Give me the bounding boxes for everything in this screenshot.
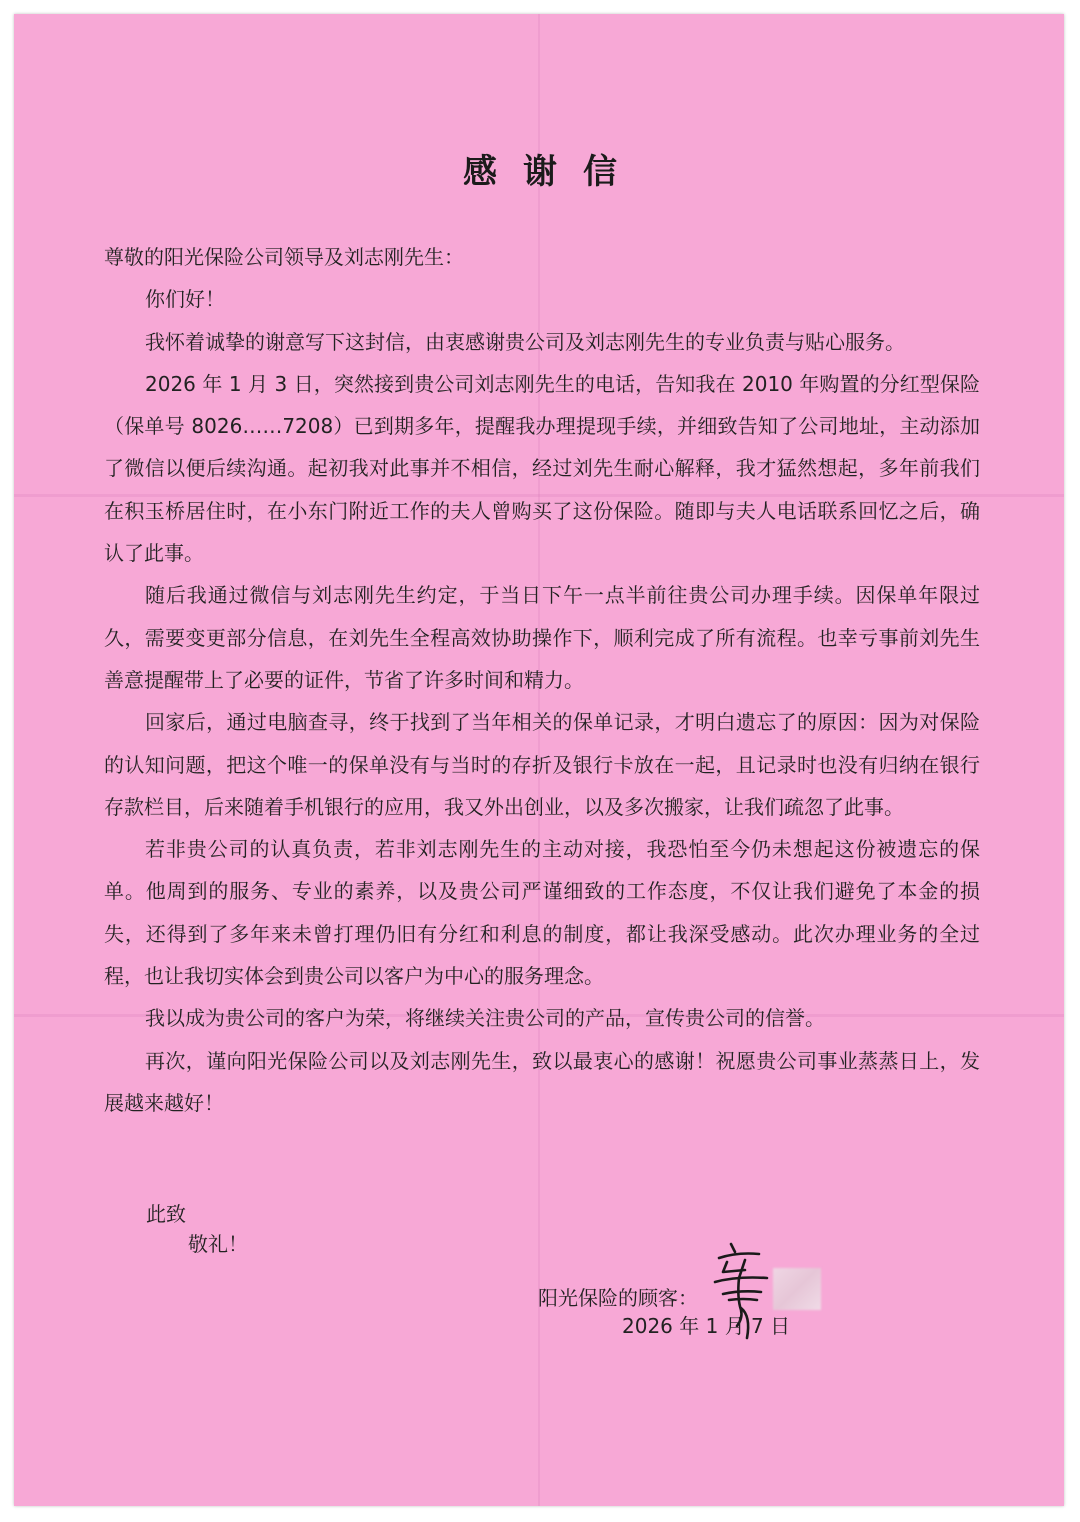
letter-date: 2026 年 1 月 7 日 — [622, 1314, 791, 1338]
letter-paragraph: 我怀着诚挚的谢意写下这封信，由衷感谢贵公司及刘志刚先生的专业负责与贴心服务。 — [145, 329, 905, 354]
letter-paragraph: 若非贵公司的认真负责，若非刘志刚先生的主动对接，我恐怕至今仍未想起这份被遗忘的保单。他周到的服务、专业的素养，以及贵公司严谨细致的工作态度，不仅让我们避免了本金的损失，还得到了多年来未曾打理仍旧有分红和利息的制度，都让我深受感动。此次办理业务的全过程，也让我切实体会到贵公司以客户为中心的服务理念。 — [104, 837, 980, 989]
letter-paragraph: 我以成为贵公司的客户为荣，将继续关注贵公司的产品，宣传贵公司的信誉。 — [145, 1006, 825, 1031]
letter-paragraph: 随后我通过微信与刘志刚先生约定，于当日下午一点半前往贵公司办理手续。因保单年限过久，需要变更部分信息，在刘先生全程高效协助操作下，顺利完成了所有流程。也幸亏事前刘先生善意提醒带上了必要的证件，节省了许多时间和精力。 — [104, 583, 980, 692]
redacted-name — [773, 1268, 821, 1310]
signature-label: 阳光保险的顾客： — [538, 1286, 698, 1310]
closing-salute: 敬礼！ — [188, 1232, 248, 1256]
letter-paragraph: 回家后，通过电脑查寻，终于找到了当年相关的保单记录，才明白遗忘了的原因：因为对保险的认知问题，把这个唯一的保单没有与当时的存折及银行卡放在一起，且记录时也没有归纳在银行存款栏目，后来随着手机银行的应用，我又外出创业，以及多次搬家，让我们疏忽了此事。 — [104, 710, 980, 819]
letter-body — [104, 236, 980, 1124]
letter-salutation: 尊敬的阳光保险公司领导及刘志刚先生： — [104, 245, 464, 269]
letter-paragraph: 2026 年 1 月 3 日，突然接到贵公司刘志刚先生的电话，告知我在 2010 年购置的分红型保险（保单号 8026……7208）已到期多年，提醒我办理提现手续，并细致告知了公司地址，主动添加了微信以便后续沟通。起初我对此事并不相信，经过刘先生耐心解释，我才猛然想起，多年前我们在积玉桥居住时，在小东门附近工作的夫人曾购买了这份保险。随即与夫人电话联系回忆之后，确认了此事。 — [104, 371, 980, 566]
letter-paragraph: 你们好！ — [145, 287, 225, 312]
letter-title: 感谢信 — [463, 152, 643, 192]
closing-line: 此致 — [146, 1202, 186, 1226]
letter-paragraph: 再次，谨向阳光保险公司以及刘志刚先生，致以最衷心的感谢！祝愿贵公司事业蒸蒸日上，发展越来越好！ — [104, 1048, 980, 1115]
